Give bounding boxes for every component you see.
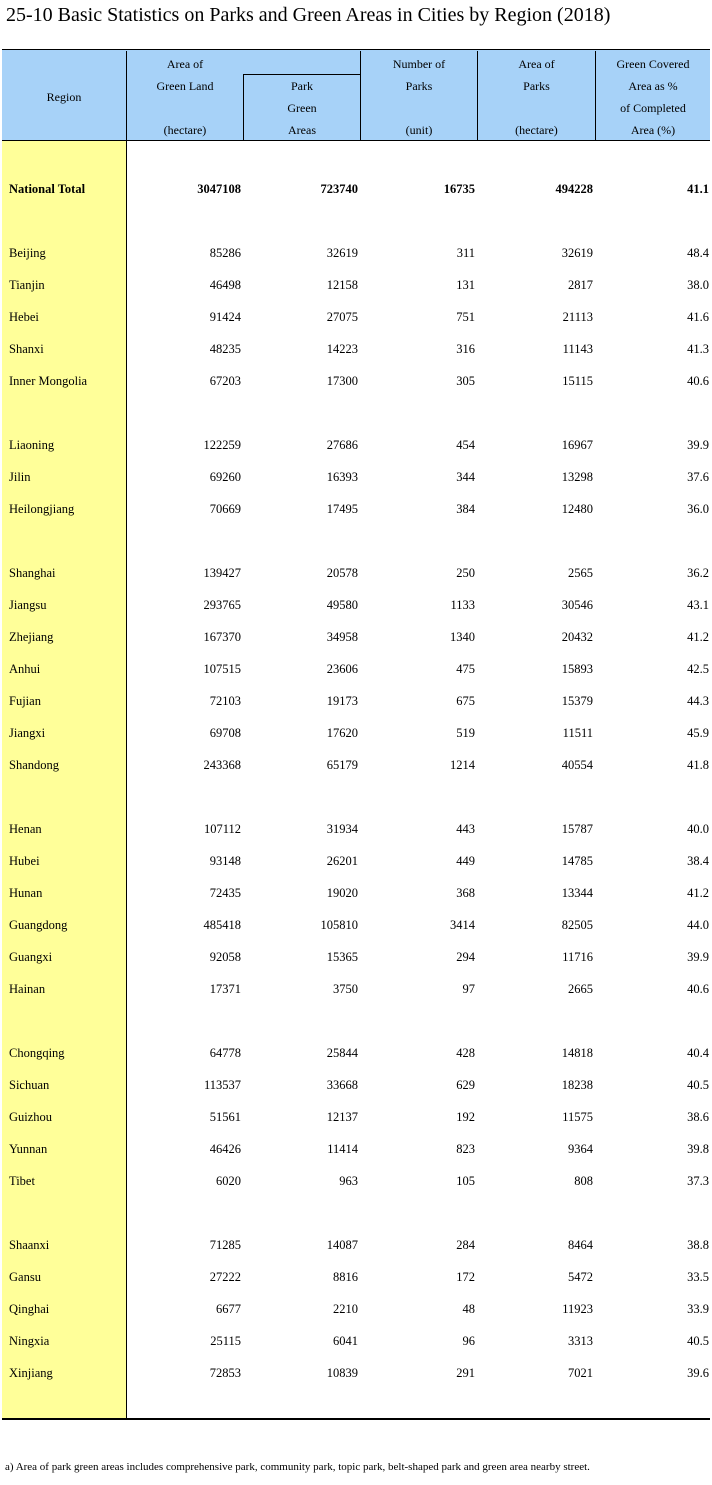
header-divider	[243, 75, 244, 140]
cell-green-covered: 41.2	[687, 886, 709, 900]
cell-area-of-parks: 2565	[568, 566, 593, 580]
header-divider	[477, 51, 478, 140]
cell-green-covered: 37.6	[687, 470, 709, 484]
cell-area-of-parks: 2817	[568, 278, 593, 292]
cell-park-green-areas: 14223	[326, 342, 358, 356]
cell-park-green-areas: 14087	[326, 1238, 358, 1252]
cell-region: Beijing	[9, 246, 46, 260]
cell-green-land: 27222	[209, 1270, 241, 1284]
cell-green-land: 107515	[203, 662, 241, 676]
cell-green-covered: 36.0	[687, 502, 709, 516]
header-number-of-parks: Number of Parks (unit)	[392, 57, 446, 137]
cell-green-land: 46426	[209, 1142, 241, 1156]
cell-number-of-parks: 3414	[450, 918, 475, 932]
cell-green-covered: 40.5	[687, 1078, 709, 1092]
cell-park-green-areas: 6041	[333, 1334, 358, 1348]
cell-green-covered: 41.6	[687, 310, 709, 324]
table-row	[0, 1330, 712, 1352]
cell-region: Gansu	[9, 1270, 41, 1284]
cell-area-of-parks: 11511	[562, 726, 593, 740]
cell-number-of-parks: 368	[456, 886, 475, 900]
cell-region: National Total	[9, 182, 86, 196]
cell-number-of-parks: 443	[456, 822, 475, 836]
cell-area-of-parks: 9364	[568, 1142, 593, 1156]
table-row	[0, 658, 712, 680]
cell-region: Hunan	[9, 886, 43, 900]
cell-region: Shandong	[9, 758, 59, 772]
header-area-of-parks: Area of Parks (hectare)	[515, 57, 558, 137]
cell-green-land: 48235	[209, 342, 241, 356]
cell-green-land: 485418	[203, 918, 241, 932]
cell-region: Hubei	[9, 854, 40, 868]
cell-region: Guangxi	[9, 950, 53, 964]
cell-area-of-parks: 18238	[561, 1078, 593, 1092]
cell-green-covered: 37.3	[687, 1174, 709, 1188]
cell-green-covered: 40.6	[687, 982, 709, 996]
header-divider	[126, 51, 127, 140]
table-row	[0, 594, 712, 616]
table-row	[0, 626, 712, 648]
cell-number-of-parks: 311	[456, 246, 475, 260]
page-title: 25-10 Basic Statistics on Parks and Green Areas in Cities by Region (2018)	[6, 4, 611, 26]
table-row	[0, 818, 712, 840]
cell-green-land: 71285	[209, 1238, 241, 1252]
region-column-background	[2, 141, 126, 1419]
cell-green-covered: 43.1	[687, 598, 709, 612]
cell-park-green-areas: 2210	[333, 1302, 358, 1316]
footnote: a) Area of park green areas includes comprehensive park, community park, topic park, belt-shaped park and green area nearby street.	[5, 1461, 590, 1473]
cell-green-covered: 41.8	[687, 758, 709, 772]
cell-green-land: 69708	[209, 726, 241, 740]
cell-green-covered: 45.9	[687, 726, 709, 740]
cell-green-covered: 44.3	[687, 694, 709, 708]
cell-area-of-parks: 14785	[561, 854, 593, 868]
cell-area-of-parks: 20432	[561, 630, 593, 644]
cell-area-of-parks: 3313	[568, 1334, 593, 1348]
cell-green-covered: 33.5	[687, 1270, 709, 1284]
cell-park-green-areas: 8816	[333, 1270, 358, 1284]
cell-region: Hebei	[9, 310, 39, 324]
cell-region: Tibet	[9, 1174, 35, 1188]
table-row	[0, 754, 712, 776]
cell-park-green-areas: 26201	[326, 854, 358, 868]
cell-number-of-parks: 294	[456, 950, 475, 964]
cell-green-land: 6677	[216, 1302, 241, 1316]
cell-green-covered: 39.9	[687, 950, 709, 964]
cell-park-green-areas: 27686	[326, 438, 358, 452]
cell-number-of-parks: 284	[456, 1238, 475, 1252]
table-row	[0, 338, 712, 360]
cell-green-covered: 44.0	[687, 918, 709, 932]
cell-green-covered: 38.0	[687, 278, 709, 292]
cell-region: Zhejiang	[9, 630, 54, 644]
cell-region: Qinghai	[9, 1302, 50, 1316]
cell-green-land: 85286	[209, 246, 241, 260]
cell-park-green-areas: 17495	[326, 502, 358, 516]
table-row	[0, 434, 712, 456]
cell-green-land: 113537	[203, 1078, 241, 1092]
cell-green-covered: 41.1	[687, 182, 709, 196]
cell-number-of-parks: 519	[456, 726, 475, 740]
cell-number-of-parks: 305	[456, 374, 475, 388]
cell-area-of-parks: 15893	[561, 662, 593, 676]
cell-area-of-parks: 11716	[562, 950, 593, 964]
cell-green-covered: 39.8	[687, 1142, 709, 1156]
cell-area-of-parks: 808	[574, 1174, 593, 1188]
cell-park-green-areas: 723740	[320, 182, 358, 196]
cell-area-of-parks: 5472	[568, 1270, 593, 1284]
cell-green-covered: 41.2	[687, 630, 709, 644]
table-row	[0, 242, 712, 264]
cell-region: Inner Mongolia	[9, 374, 88, 388]
cell-region: Shanghai	[9, 566, 56, 580]
cell-green-covered: 41.3	[687, 342, 709, 356]
cell-green-covered: 38.4	[687, 854, 709, 868]
cell-park-green-areas: 16393	[326, 470, 358, 484]
table-row	[0, 1234, 712, 1256]
cell-green-covered: 48.4	[687, 246, 709, 260]
cell-green-land: 107112	[203, 822, 241, 836]
cell-number-of-parks: 428	[456, 1046, 475, 1060]
cell-area-of-parks: 7021	[568, 1366, 593, 1380]
cell-number-of-parks: 751	[456, 310, 475, 324]
cell-green-land: 92058	[209, 950, 241, 964]
cell-green-land: 167370	[203, 630, 241, 644]
cell-park-green-areas: 19173	[326, 694, 358, 708]
table-row	[0, 1106, 712, 1128]
header-green-covered: Green Covered Area as % of Completed Area (%)	[616, 57, 690, 137]
cell-green-land: 70669	[209, 502, 241, 516]
cell-region: Ningxia	[9, 1334, 50, 1348]
cell-area-of-parks: 82505	[561, 918, 593, 932]
cell-region: Guizhou	[9, 1110, 53, 1124]
header-divider	[360, 51, 361, 140]
cell-number-of-parks: 1133	[450, 598, 475, 612]
cell-region: Heilongjiang	[9, 502, 75, 516]
table-row	[0, 978, 712, 1000]
cell-region: Anhui	[9, 662, 41, 676]
cell-park-green-areas: 10839	[326, 1366, 358, 1380]
cell-park-green-areas: 65179	[326, 758, 358, 772]
cell-number-of-parks: 1340	[450, 630, 475, 644]
cell-number-of-parks: 16735	[443, 182, 475, 196]
cell-park-green-areas: 17620	[326, 726, 358, 740]
cell-green-land: 3047108	[197, 182, 241, 196]
cell-area-of-parks: 11923	[562, 1302, 593, 1316]
cell-green-covered: 40.4	[687, 1046, 709, 1060]
cell-area-of-parks: 15787	[561, 822, 593, 836]
cell-area-of-parks: 21113	[562, 310, 593, 324]
cell-park-green-areas: 49580	[326, 598, 358, 612]
table-row	[0, 370, 712, 392]
cell-green-land: 72103	[209, 694, 241, 708]
cell-green-covered: 40.6	[687, 374, 709, 388]
cell-green-land: 69260	[209, 470, 241, 484]
cell-region: Yunnan	[9, 1142, 48, 1156]
cell-green-land: 243368	[203, 758, 241, 772]
cell-number-of-parks: 105	[456, 1174, 475, 1188]
cell-region: Shanxi	[9, 342, 44, 356]
cell-region: Chongqing	[9, 1046, 65, 1060]
cell-area-of-parks: 12480	[561, 502, 593, 516]
cell-area-of-parks: 494228	[555, 182, 593, 196]
cell-number-of-parks: 131	[456, 278, 475, 292]
table-row	[0, 1138, 712, 1160]
cell-green-covered: 38.8	[687, 1238, 709, 1252]
cell-park-green-areas: 33668	[326, 1078, 358, 1092]
cell-area-of-parks: 32619	[561, 246, 593, 260]
table-bottom-border	[2, 1418, 710, 1420]
cell-park-green-areas: 3750	[333, 982, 358, 996]
cell-green-land: 293765	[203, 598, 241, 612]
cell-park-green-areas: 25844	[326, 1046, 358, 1060]
cell-green-covered: 42.5	[687, 662, 709, 676]
cell-number-of-parks: 823	[456, 1142, 475, 1156]
region-column-divider	[126, 141, 127, 1419]
cell-number-of-parks: 475	[456, 662, 475, 676]
cell-park-green-areas: 19020	[326, 886, 358, 900]
cell-number-of-parks: 629	[456, 1078, 475, 1092]
table-row	[0, 690, 712, 712]
cell-green-covered: 33.9	[687, 1302, 709, 1316]
cell-green-land: 91424	[209, 310, 241, 324]
cell-park-green-areas: 23606	[326, 662, 358, 676]
cell-green-land: 72853	[209, 1366, 241, 1380]
table-row	[0, 1042, 712, 1064]
cell-number-of-parks: 449	[456, 854, 475, 868]
table-row	[0, 466, 712, 488]
cell-green-covered: 40.5	[687, 1334, 709, 1348]
table-row	[0, 562, 712, 584]
cell-park-green-areas: 11414	[327, 1142, 358, 1156]
cell-green-land: 46498	[209, 278, 241, 292]
cell-region: Guangdong	[9, 918, 68, 932]
cell-area-of-parks: 16967	[561, 438, 593, 452]
cell-green-covered: 39.6	[687, 1366, 709, 1380]
cell-number-of-parks: 454	[456, 438, 475, 452]
cell-park-green-areas: 12158	[326, 278, 358, 292]
cell-region: Jiangxi	[9, 726, 46, 740]
cell-park-green-areas: 12137	[326, 1110, 358, 1124]
cell-green-land: 6020	[216, 1174, 241, 1188]
cell-green-land: 64778	[209, 1046, 241, 1060]
cell-park-green-areas: 963	[339, 1174, 358, 1188]
cell-number-of-parks: 675	[456, 694, 475, 708]
cell-green-land: 51561	[209, 1110, 241, 1124]
cell-area-of-parks: 11575	[562, 1110, 593, 1124]
cell-park-green-areas: 34958	[326, 630, 358, 644]
header-divider	[595, 51, 596, 140]
table-row	[0, 1362, 712, 1384]
table-row	[0, 1074, 712, 1096]
cell-area-of-parks: 2665	[568, 982, 593, 996]
cell-area-of-parks: 15115	[562, 374, 593, 388]
header-subdivider	[243, 74, 361, 75]
cell-region: Jilin	[9, 470, 31, 484]
cell-green-land: 122259	[203, 438, 241, 452]
cell-green-land: 72435	[209, 886, 241, 900]
cell-number-of-parks: 1214	[450, 758, 475, 772]
cell-number-of-parks: 192	[456, 1110, 475, 1124]
header-green-land: Area of Green Land (hectare)	[156, 57, 214, 137]
cell-green-land: 93148	[209, 854, 241, 868]
table-row	[0, 498, 712, 520]
cell-green-covered: 40.0	[687, 822, 709, 836]
table-row	[0, 946, 712, 968]
header-region: Region	[46, 90, 82, 104]
table-row	[0, 850, 712, 872]
cell-park-green-areas: 32619	[326, 246, 358, 260]
cell-region: Liaoning	[9, 438, 55, 452]
cell-area-of-parks: 13344	[561, 886, 593, 900]
table-row	[0, 1170, 712, 1192]
cell-green-land: 25115	[210, 1334, 241, 1348]
cell-park-green-areas: 27075	[326, 310, 358, 324]
cell-number-of-parks: 316	[456, 342, 475, 356]
cell-park-green-areas: 17300	[326, 374, 358, 388]
header-park-green-areas: Park Green Areas	[287, 79, 317, 137]
cell-green-covered: 39.9	[687, 438, 709, 452]
table-row	[0, 882, 712, 904]
cell-number-of-parks: 344	[456, 470, 475, 484]
cell-region: Sichuan	[9, 1078, 50, 1092]
cell-region: Hainan	[9, 982, 46, 996]
cell-region: Jiangsu	[9, 598, 47, 612]
table-row	[0, 306, 712, 328]
cell-park-green-areas: 20578	[326, 566, 358, 580]
cell-area-of-parks: 30546	[561, 598, 593, 612]
cell-area-of-parks: 8464	[568, 1238, 593, 1252]
cell-number-of-parks: 291	[456, 1366, 475, 1380]
cell-area-of-parks: 14818	[561, 1046, 593, 1060]
cell-number-of-parks: 384	[456, 502, 475, 516]
table-row	[0, 274, 712, 296]
cell-area-of-parks: 11143	[562, 342, 593, 356]
cell-number-of-parks: 48	[462, 1302, 475, 1316]
cell-number-of-parks: 96	[462, 1334, 475, 1348]
table-row-national-total	[0, 178, 712, 200]
cell-green-covered: 38.6	[687, 1110, 709, 1124]
cell-green-land: 17371	[209, 982, 241, 996]
cell-region: Xinjiang	[9, 1366, 53, 1380]
cell-region: Fujian	[9, 694, 41, 708]
cell-area-of-parks: 13298	[561, 470, 593, 484]
table-row	[0, 722, 712, 744]
cell-number-of-parks: 250	[456, 566, 475, 580]
cell-area-of-parks: 40554	[561, 758, 593, 772]
table-row	[0, 914, 712, 936]
table-row	[0, 1266, 712, 1288]
cell-green-land: 67203	[209, 374, 241, 388]
cell-green-land: 139427	[203, 566, 241, 580]
cell-number-of-parks: 172	[456, 1270, 475, 1284]
cell-green-covered: 36.2	[687, 566, 709, 580]
table-row	[0, 1298, 712, 1320]
cell-park-green-areas: 105810	[320, 918, 358, 932]
cell-number-of-parks: 97	[462, 982, 475, 996]
cell-region: Henan	[9, 822, 42, 836]
cell-park-green-areas: 15365	[326, 950, 358, 964]
cell-area-of-parks: 15379	[561, 694, 593, 708]
cell-region: Shaanxi	[9, 1238, 50, 1252]
cell-park-green-areas: 31934	[326, 822, 358, 836]
cell-region: Tianjin	[9, 278, 45, 292]
